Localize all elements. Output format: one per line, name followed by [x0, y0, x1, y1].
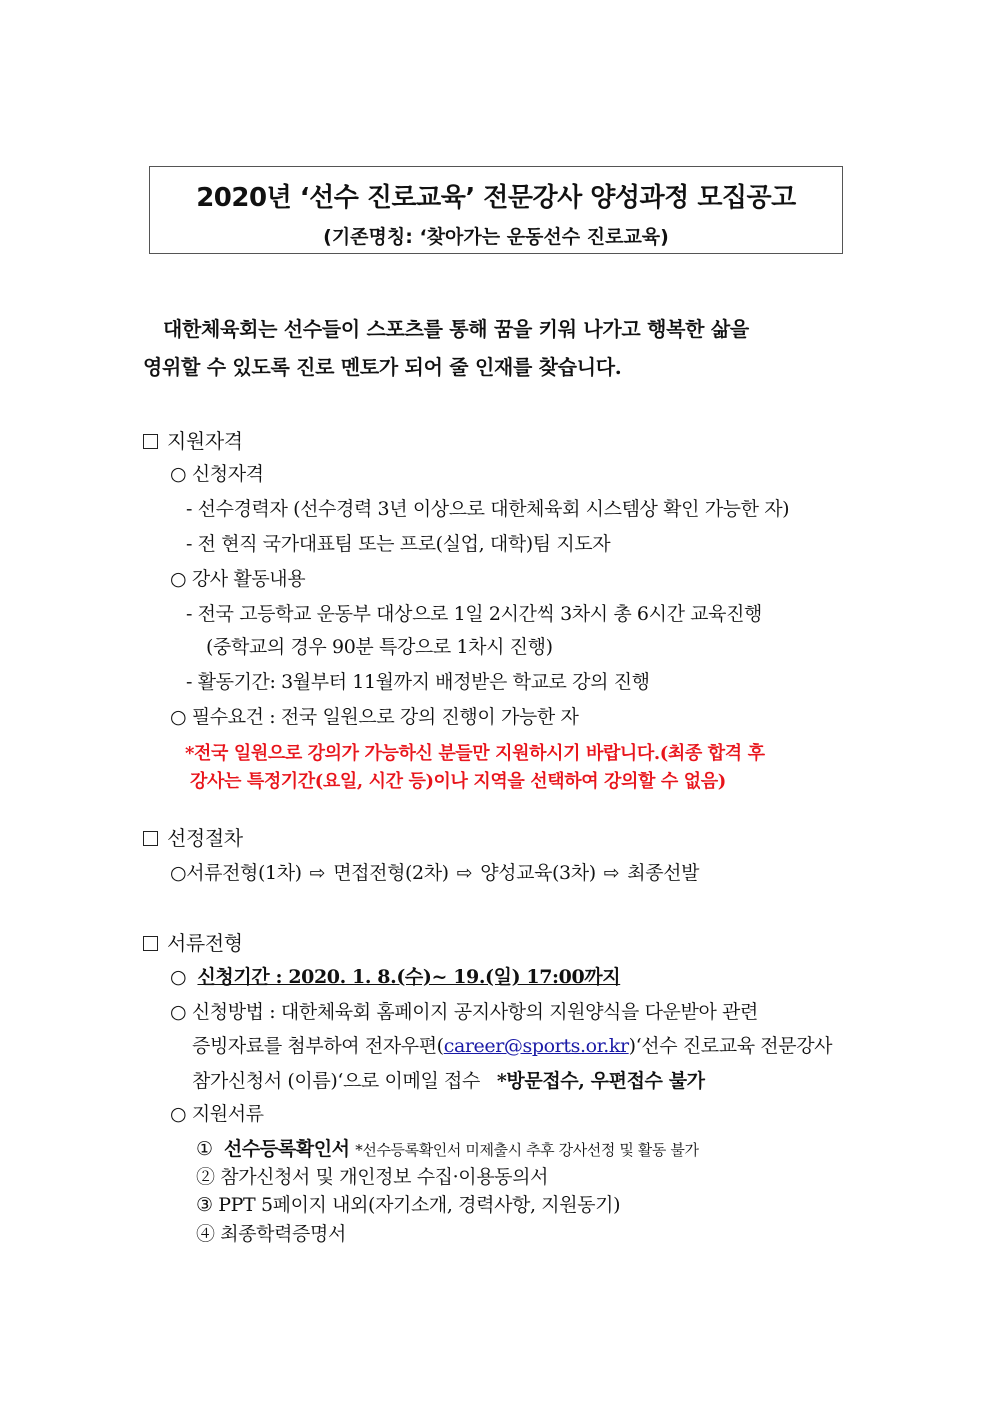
title-box	[149, 166, 843, 254]
section-title: 선정절차	[167, 826, 243, 850]
step-3: 양성교육(3차)	[480, 862, 596, 884]
item-apply-qualification: ○ 신청자격	[170, 463, 264, 485]
item-documents: ○ 지원서류	[170, 1103, 264, 1125]
item-activity: ○ 강사 활동내용	[170, 568, 306, 590]
doc-number: ①	[196, 1138, 213, 1160]
arrow-right-icon: ⇨	[456, 862, 473, 884]
activity-line-2: (중학교의 경우 90분 특강으로 1차시 진행)	[206, 636, 553, 658]
doc-label: 선수등록확인서	[223, 1138, 350, 1160]
step-1: 서류전형(1차)	[186, 862, 302, 884]
arrow-right-icon: ⇨	[603, 862, 620, 884]
checkbox-square-icon	[143, 936, 158, 951]
arrow-right-icon: ⇨	[309, 862, 326, 884]
method-text: )‘선수 진로교육 전문강사	[628, 1035, 833, 1057]
step-2: 면접전형(2차)	[333, 862, 449, 884]
checkbox-square-icon	[143, 434, 158, 449]
method-text: 참가신청서 (이름)‘으로 이메일 접수	[192, 1070, 480, 1092]
notice-line-2: 강사는 특정기간(요일, 시간 등)이나 지역을 선택하여 강의할 수 없음)	[190, 771, 726, 792]
intro-line-1: 대한체육회는 선수들이 스포츠를 통해 꿈을 키워 나가고 행복한 삶을	[163, 317, 749, 341]
method-text: 증빙자료를 첨부하여 전자우편(	[192, 1035, 444, 1057]
bullet: ○	[170, 966, 187, 988]
section-document-heading	[143, 927, 243, 956]
item-period	[170, 962, 620, 989]
step-4: 최종선발	[627, 862, 700, 884]
section-selection-heading	[143, 822, 243, 851]
method-line-1: ○ 신청방법 : 대한체육회 홈페이지 공지사항의 지원양식을 다운받아 관련	[170, 1001, 758, 1023]
page-subtitle: (기존명칭: ‘찾아가는 운동선수 진로교육)	[323, 226, 669, 248]
checkbox-square-icon	[143, 831, 158, 846]
method-line-2	[192, 1031, 832, 1058]
item-requirement: ○ 필수요건 : 전국 일원으로 강의 진행이 가능한 자	[170, 706, 579, 728]
intro-line-2: 영위할 수 있도록 진로 멘토가 되어 줄 인재를 찾습니다.	[143, 355, 622, 379]
section-qualification-heading	[143, 425, 243, 454]
doc-item-4: ④ 최종학력증명서	[196, 1223, 346, 1245]
qualification-line-2: - 전 현직 국가대표팀 또는 프로(실업, 대학)팀 지도자	[186, 533, 611, 555]
doc-item-1	[196, 1134, 699, 1161]
notice-line-1: *전국 일원으로 강의가 가능하신 분들만 지원하시기 바랍니다.(최종 합격 후	[185, 743, 765, 764]
no-visit-notice: *방문접수, 우편접수 불가	[496, 1070, 705, 1092]
doc-item-2: ② 참가신청서 및 개인정보 수집·이용동의서	[196, 1166, 549, 1188]
activity-line-1: - 전국 고등학교 운동부 대상으로 1일 2시간씩 3차시 총 6시간 교육진행	[186, 603, 762, 625]
doc-item-3: ③ PPT 5페이지 내외(자기소개, 경력사항, 지원동기)	[196, 1194, 621, 1216]
bullet: ○	[170, 862, 187, 884]
page-title: 2020년 ‘선수 진로교육’ 전문강사 양성과정 모집공고	[196, 183, 796, 213]
doc-note: *선수등록확인서 미제출시 추후 강사선정 및 활동 불가	[355, 1141, 699, 1159]
selection-steps	[170, 858, 699, 885]
application-period: 신청기간 : 2020. 1. 8.(수)~ 19.(일) 17:00까지	[197, 966, 621, 988]
section-title: 서류전형	[167, 931, 243, 955]
intro-paragraph	[143, 310, 863, 386]
qualification-line-1: - 선수경력자 (선수경력 3년 이상으로 대한체육회 시스템상 확인 가능한 자)	[186, 498, 790, 520]
section-title: 지원자격	[167, 429, 243, 453]
activity-line-3: - 활동기간: 3월부터 11월까지 배정받은 학교로 강의 진행	[186, 671, 650, 693]
email-link[interactable]: career@sports.or.kr	[443, 1035, 629, 1057]
method-line-3	[192, 1066, 705, 1093]
